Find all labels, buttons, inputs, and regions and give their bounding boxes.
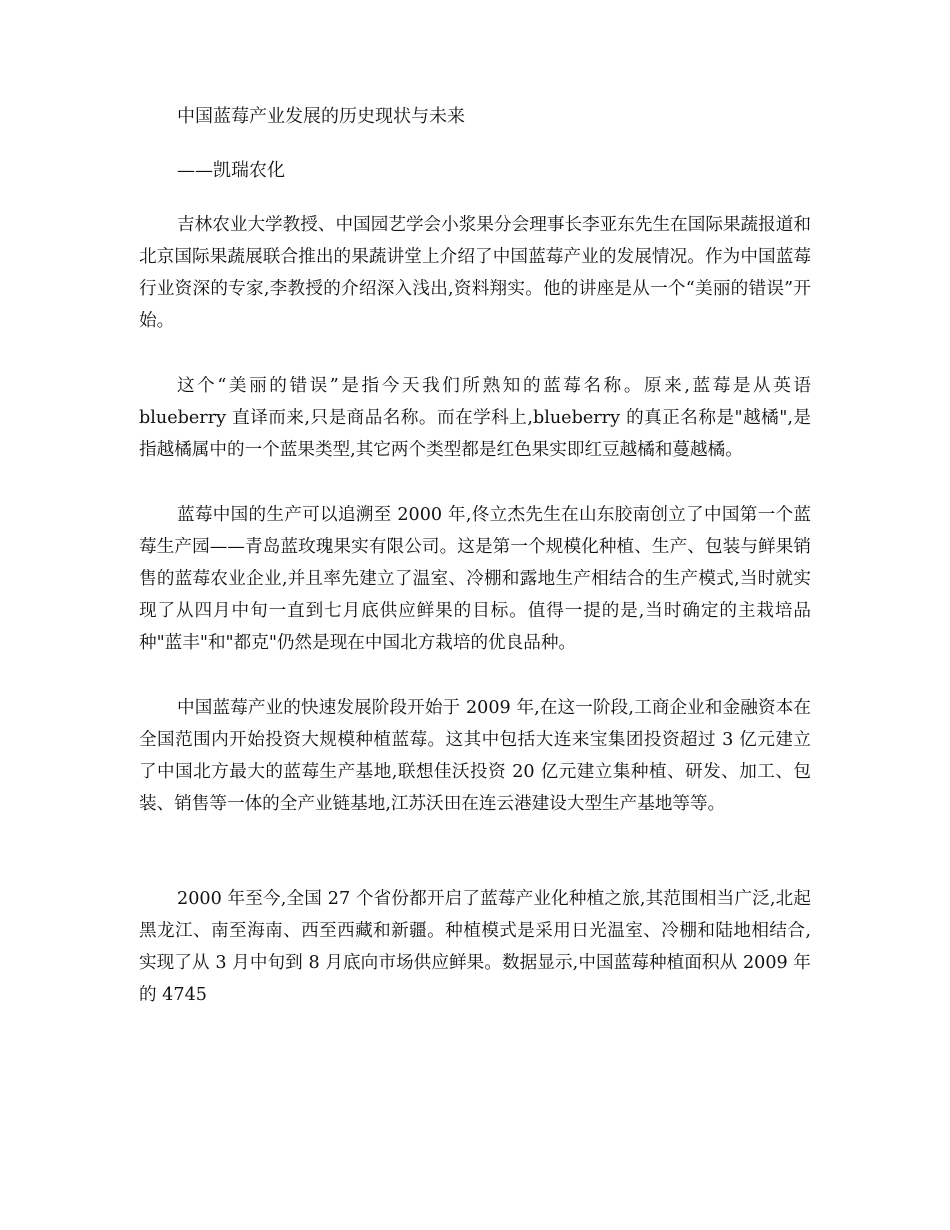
- document-title: 中国蓝莓产业发展的历史现状与未来: [177, 106, 465, 127]
- document-byline: ——凯瑞农化: [177, 160, 285, 181]
- paragraph-2: 这个“美丽的错误”是指今天我们所熟知的蓝莓名称。原来,蓝莓是从英语blueberry 直译而来,只是商品名称。而在学科上,blueberry 的真正名称是"越橘",是指越橘属中的一个蓝果类型,其它两个类型都是红色果实即红豆越橘和蔓越橘。: [139, 376, 811, 460]
- paragraph-5: 2000 年至今,全国 27 个省份都开启了蓝莓产业化种植之旅,其范围相当广泛,北起黑龙江、南至海南、西至西藏和新疆。种植模式是采用日光温室、冷棚和陆地相结合,实现了从 3 月中旬到 8 月底向市场供应鲜果。数据显示,中国蓝莓种植面积从 2009 年的 4745: [139, 889, 811, 1005]
- paragraph-3: 蓝莓中国的生产可以追溯至 2000 年,佟立杰先生在山东胶南创立了中国第一个蓝莓生产园——青岛蓝玫瑰果实有限公司。这是第一个规模化种植、生产、包装与鲜果销售的蓝莓农业企业,并且率先建立了温室、冷棚和露地生产相结合的生产模式,当时就实现了从四月中旬一直到七月底供应鲜果的目标。值得一提的是,当时确定的主栽培品种"蓝丰"和"都克"仍然是现在中国北方栽培的优良品种。: [139, 505, 811, 653]
- paragraph-4: 中国蓝莓产业的快速发展阶段开始于 2009 年,在这一阶段,工商企业和金融资本在全国范围内开始投资大规模种植蓝莓。这其中包括大连来宝集团投资超过 3 亿元建立了中国北方最大的蓝莓生产基地,联想佳沃投资 20 亿元建立集种植、研发、加工、包装、销售等一体的全产业链基地,江苏沃田在连云港建设大型生产基地等等。: [139, 698, 811, 814]
- paragraph-1: 吉林农业大学教授、中国园艺学会小浆果分会理事长李亚东先生在国际果蔬报道和北京国际果蔬展联合推出的果蔬讲堂上介绍了中国蓝莓产业的发展情况。作为中国蓝莓行业资深的专家,李教授的介绍深入浅出,资料翔实。他的讲座是从一个“美丽的错误”开始。: [139, 215, 811, 331]
